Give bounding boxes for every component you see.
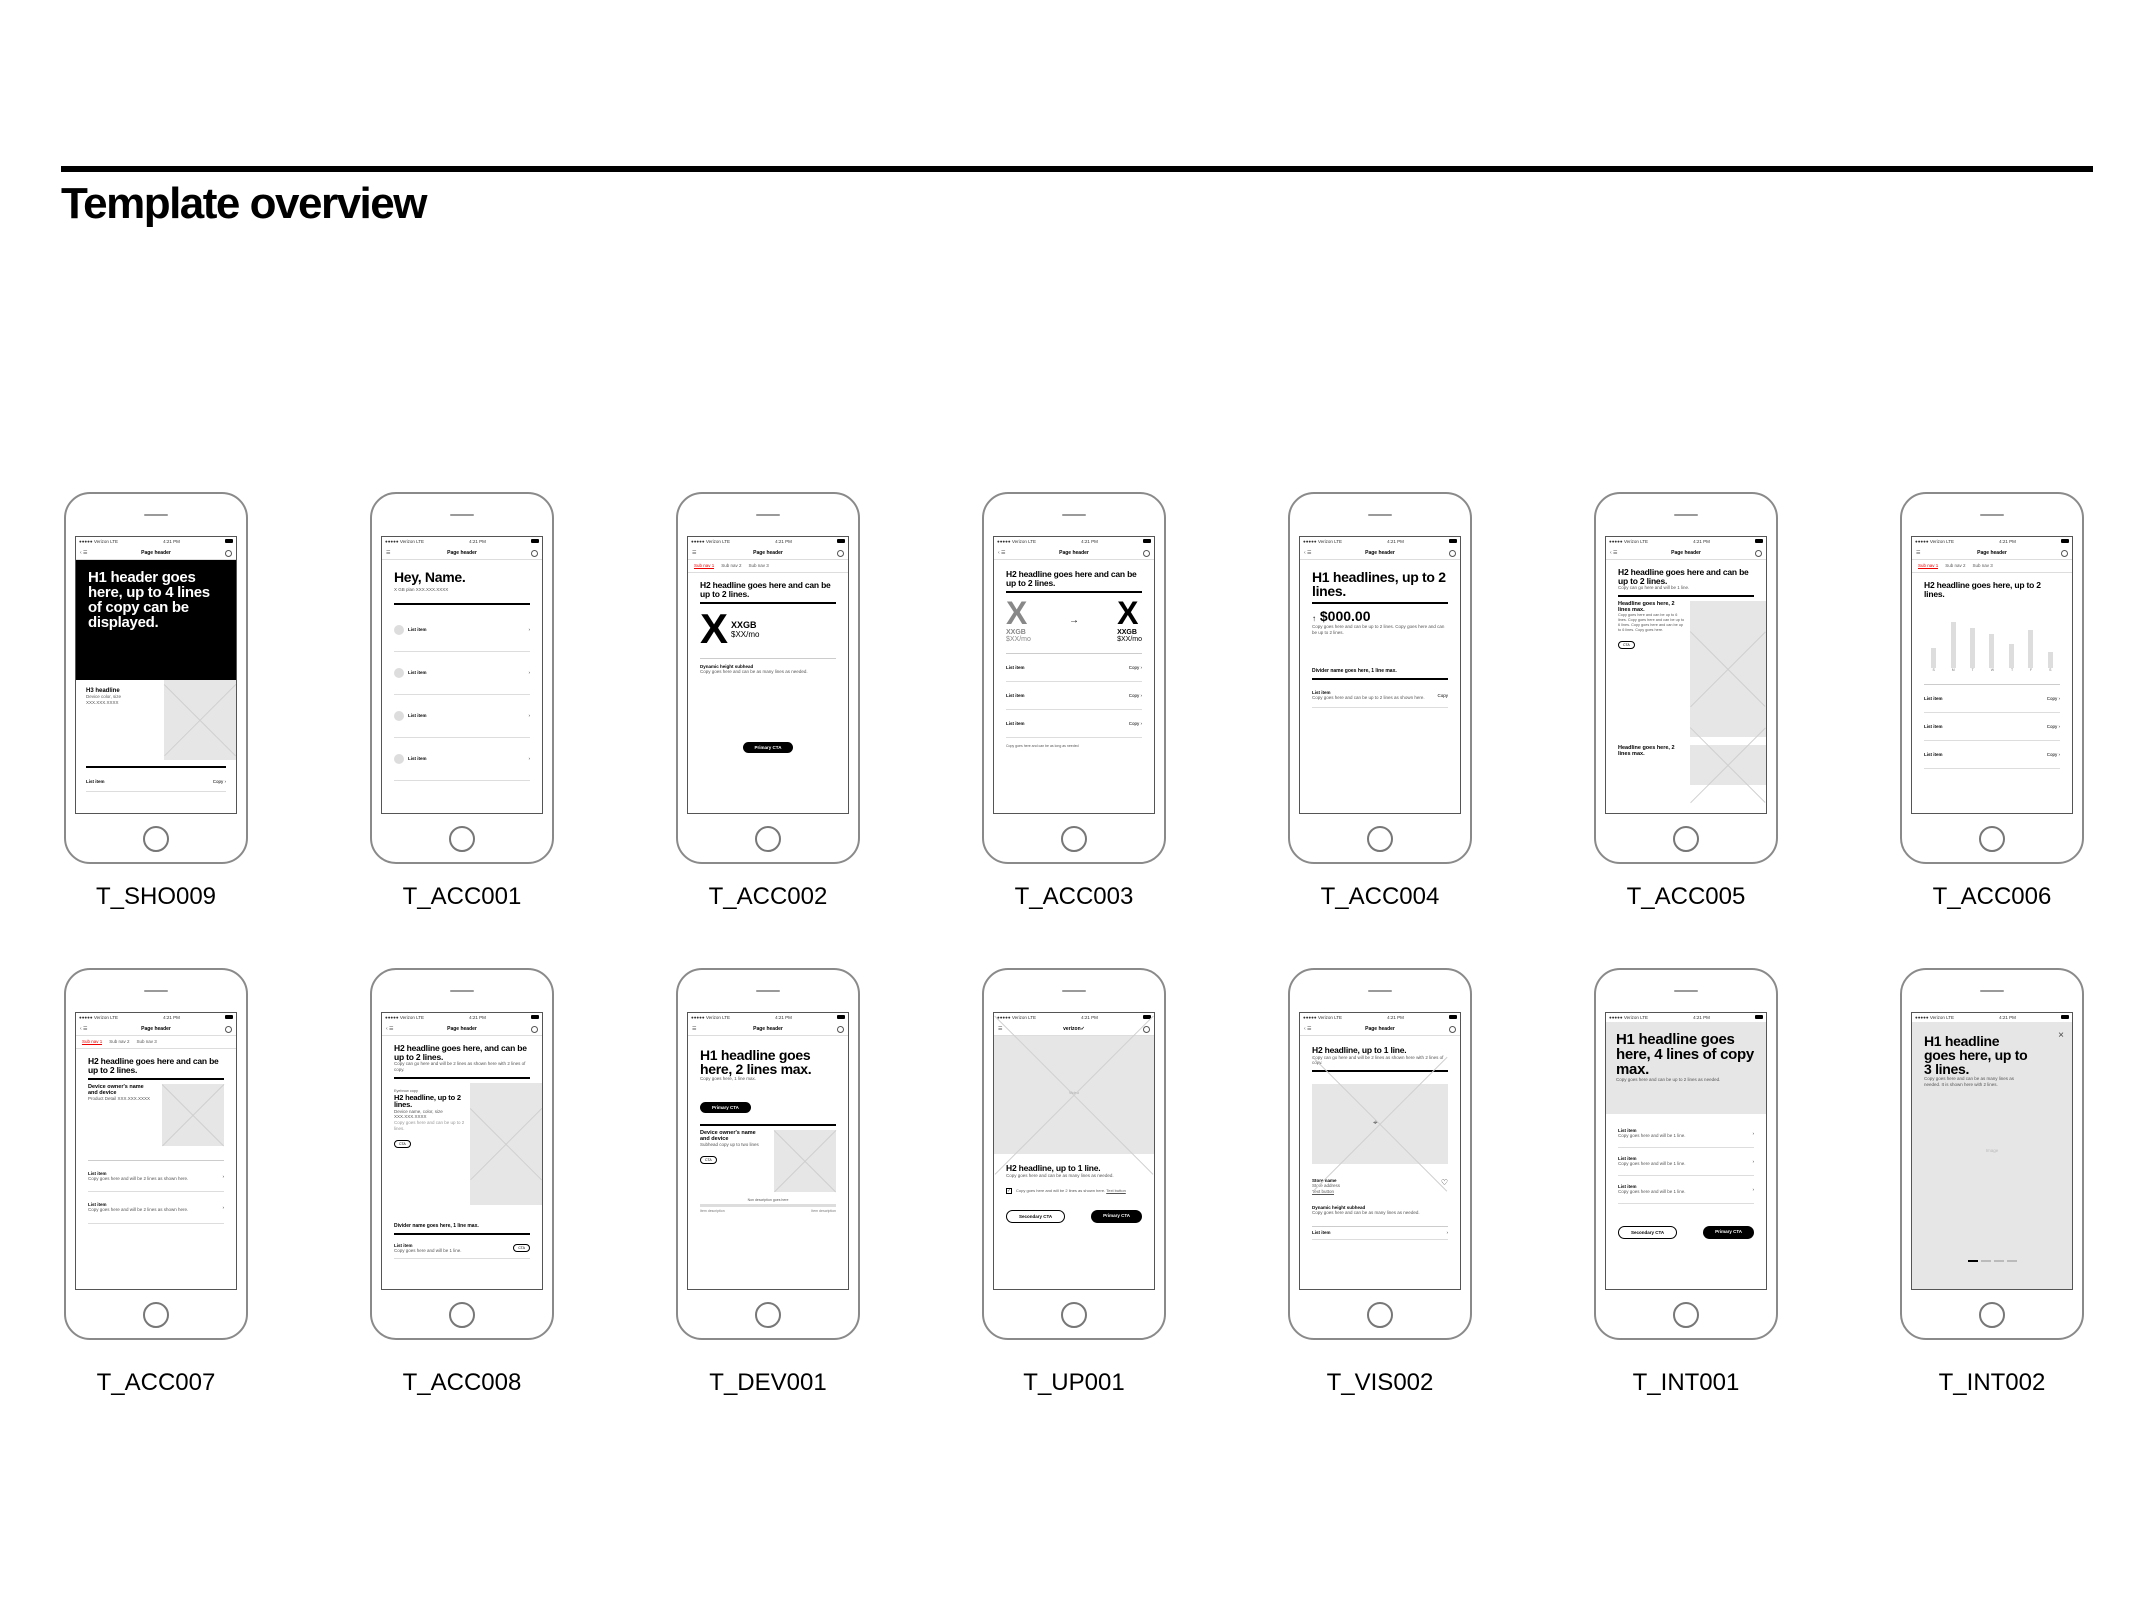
list-item[interactable]: List item › [394, 652, 530, 695]
greeting-headline: Hey, Name. [394, 569, 466, 585]
chart-bar [1989, 634, 1994, 668]
phone-speaker [1062, 990, 1086, 992]
page-indicator [1968, 1260, 1978, 1262]
balance-amount: ↑ $000.00 [1312, 608, 1371, 624]
home-button [1979, 826, 2005, 852]
store-info: Store name Store address Text button ♡ [1312, 1178, 1448, 1195]
content-card: Headline goes here, 2 lines max. Copy goes here and can be up to 6 lines. Copy goes here and can be up to 6 lines. Copy goes here and can be up to 6 lines. Copy goes here. CTA [1606, 601, 1766, 737]
divider [1312, 1070, 1448, 1072]
template-label: T_DEV001 [709, 1369, 827, 1396]
interstitial-copy: Copy goes here and can be as many lines as needed. It is shown here with 2 lines. [1924, 1076, 2015, 1087]
phone-speaker [144, 990, 168, 992]
phone-mockup [676, 968, 860, 1340]
home-button [1061, 826, 1087, 852]
avatar [394, 754, 404, 764]
status-bar: ●●●●● Verizon LTE 4:21 PM [994, 1013, 1154, 1022]
section-copy: Copy can go here and will be 2 lines as shown here with 2 lines of copy. [394, 1061, 526, 1072]
list-item[interactable]: List item › [1312, 1226, 1448, 1240]
page-header: ‹ ☰ Page header [76, 1022, 236, 1036]
phone-screen [993, 536, 1155, 814]
section-copy: Copy goes here and can be as many lines as needed. [1006, 1172, 1114, 1178]
checkbox-icon: ✓ [1007, 1188, 1012, 1195]
back-menu-icon: ‹ ☰ [386, 1026, 394, 1032]
phone-mockup [1900, 492, 2084, 864]
phone-speaker [1368, 514, 1392, 516]
plan-meta: X GB plan XXX.XXX.XXXX [394, 587, 449, 592]
phone-mockup [1594, 968, 1778, 1340]
menu-icon: ☰ [692, 550, 697, 556]
template-label: T_ACC006 [1932, 883, 2052, 910]
status-bar: ●●●●● Verizon LTE 4:21 PM [382, 537, 542, 546]
status-bar: ●●●●● Verizon LTE 4:21 PM [1606, 537, 1766, 546]
list-item[interactable]: List item Copy › [1924, 741, 2060, 769]
progress-legend: Item description Item description [700, 1209, 836, 1214]
page-headline: H1 headline goes here, 2 lines max. [700, 1047, 812, 1077]
phone-screen [1605, 1012, 1767, 1290]
page-header: ☰ Page header [688, 1022, 848, 1036]
section-headline: H2 headline goes here and can be up to 2 lines. [1006, 569, 1137, 588]
usage-bar-chart [1924, 606, 2060, 668]
battery-icon [1143, 539, 1151, 543]
phone-speaker [144, 514, 168, 516]
cta-button[interactable]: CTA [394, 1140, 411, 1148]
menu-icon: ☰ [1916, 550, 1921, 556]
primary-cta-button[interactable]: Primary CTA [743, 742, 794, 753]
phone-screen [75, 1012, 237, 1290]
list-item[interactable]: List item Copy goes here and will be 2 lines as shown here. › [88, 1192, 224, 1224]
phone-screen [1911, 1012, 2073, 1290]
status-bar: ●●●●● Verizon LTE 4:21 PM [1912, 537, 2072, 546]
page-copy: Copy goes here, 1 line max. [700, 1076, 757, 1081]
chart-bar [1931, 648, 1936, 668]
battery-icon [1449, 539, 1457, 543]
menu-icon: ☰ [386, 550, 391, 556]
text-button[interactable]: Text button [1106, 1188, 1126, 1194]
phone-speaker [1980, 514, 2004, 516]
arrow-up-icon: ↑ [1312, 614, 1316, 623]
list-item[interactable]: List item Copy goes here and will be 1 line. CTA [394, 1239, 530, 1259]
status-bar: ●●●●● Verizon LTE 4:21 PM [76, 537, 236, 546]
page-header [994, 1022, 1154, 1036]
tab-subnav-3[interactable]: Sub nav 3 [136, 1039, 157, 1044]
phone-screen [1299, 1012, 1461, 1290]
status-bar: ●●●●● Verizon LTE 4:21 PM [1606, 1013, 1766, 1022]
image-placeholder [774, 1130, 836, 1192]
template-label: T_ACC001 [402, 883, 522, 910]
hero-headline: H1 headline goes here, 4 lines of copy max. [1616, 1031, 1754, 1078]
list-item[interactable]: List item Copy › [1924, 685, 2060, 713]
tab-subnav-1[interactable]: Sub nav 1 [694, 563, 715, 568]
image-placeholder [162, 1084, 224, 1146]
device-card: Device owner's name and device Subhead copy up to two lines CTA [700, 1130, 836, 1192]
battery-icon [1755, 539, 1763, 543]
phone-mockup [370, 492, 554, 864]
battery-icon [225, 539, 233, 543]
page-header: ☰ Page header [382, 546, 542, 560]
phone-speaker [1062, 514, 1086, 516]
home-button [143, 826, 169, 852]
hero-copy: Copy goes here and can be up to 2 lines as needed. [1616, 1077, 1721, 1082]
divider [700, 1124, 836, 1126]
home-button [1061, 1302, 1087, 1328]
help-icon [531, 1026, 538, 1033]
phone-mockup [1594, 492, 1778, 864]
help-icon [1755, 550, 1762, 557]
divider-name: Divider name goes here, 1 line max. [1312, 667, 1397, 674]
template-label: T_SHO009 [95, 883, 217, 910]
progress-label: Non description goes here [747, 1197, 789, 1202]
tab-subnav-2[interactable]: Sub nav 2 [1945, 563, 1966, 568]
phone-mockup [64, 492, 248, 864]
help-icon [1143, 1026, 1150, 1033]
divider-name: Divider name goes here, 1 line max. [394, 1222, 479, 1229]
list-item[interactable]: List item Copy goes here and will be 2 lines as shown here. › [88, 1161, 224, 1193]
chart-bar [1970, 628, 1975, 668]
status-bar: ●●●●● Verizon LTE 4:21 PM [1300, 537, 1460, 546]
phone-mockup [1288, 492, 1472, 864]
back-menu-icon: ‹ ☰ [998, 550, 1006, 556]
device-card [76, 680, 236, 760]
phone-screen [687, 536, 849, 814]
list-item[interactable]: List item › [394, 609, 530, 652]
page-header: ☰ Page header [1912, 546, 2072, 560]
template-label: T_ACC003 [1014, 883, 1134, 910]
divider [394, 603, 530, 605]
template-label: T_ACC002 [708, 883, 828, 910]
tab-subnav-3[interactable]: Sub nav 3 [1972, 563, 1993, 568]
page-indicator [2007, 1260, 2017, 1262]
battery-icon [837, 539, 845, 543]
help-icon [837, 550, 844, 557]
balance-copy: Copy goes here and can be up to 2 lines. Copy goes here and can be up to 2 lines. [1312, 624, 1445, 635]
close-icon[interactable]: × [2058, 1030, 2064, 1041]
subhead-copy: Copy goes here and can be as many lines as needed. [700, 668, 808, 674]
help-icon [225, 1026, 232, 1033]
footer-copy: Copy goes here and can be as long as needed [1006, 743, 1079, 748]
image-placeholder [164, 680, 236, 760]
status-bar: ●●●●● Verizon LTE 4:21 PM [688, 1013, 848, 1022]
divider [700, 602, 836, 604]
list-item[interactable]: List item Copy › [1924, 713, 2060, 741]
list-item[interactable]: List item › [394, 695, 530, 738]
back-menu-icon: ‹ ☰ [80, 1026, 88, 1032]
list-item[interactable]: List item Copy goes here and can be up to 2 lines as shown here. Copy [1312, 684, 1448, 708]
device-card: Eyebrow copy H2 headline, up to 2 lines. Device name, color, size XXX.XXX.XXXX Copy goes here and can be up to 2 lines. CTA [382, 1083, 542, 1205]
home-button [449, 826, 475, 852]
back-menu-icon: ‹ ☰ [80, 550, 88, 556]
template-label: T_ACC005 [1626, 883, 1746, 910]
divider [700, 658, 836, 659]
subhead: Dynamic height subhead [1312, 1204, 1366, 1210]
plan-compare: X XXGB $XX/mo → X XXGB $XX/mo [1006, 595, 1142, 643]
phone-mockup [1288, 968, 1472, 1340]
phone-speaker [450, 990, 474, 992]
help-icon [2061, 550, 2068, 557]
help-icon [225, 550, 232, 557]
status-bar: ●●●●● Verizon LTE 4:21 PM [1912, 1013, 2072, 1022]
map-placeholder [1312, 1084, 1448, 1164]
section-copy: Copy can go here and will be 1 line. [1618, 585, 1690, 590]
divider [88, 1078, 224, 1080]
image-placeholder [1690, 601, 1766, 737]
phone-screen [1605, 536, 1767, 814]
chart-day-labels: S M T W T F S [1932, 668, 2052, 672]
section-headline: H2 headline, up to 1 line. [1006, 1163, 1101, 1173]
divider [394, 1077, 530, 1079]
card-meta: Device color, size XXX.XXX.XXXX [86, 694, 122, 705]
primary-cta-button[interactable]: Primary CTA [700, 1102, 751, 1113]
status-bar: ●●●●● Verizon LTE 4:21 PM [994, 537, 1154, 546]
status-bar: ●●●●● Verizon LTE 4:21 PM [382, 1013, 542, 1022]
chart-bar [1951, 622, 1956, 668]
image-placeholder [1690, 745, 1766, 785]
progress-bar [700, 1204, 836, 1207]
template-label: T_INT001 [1632, 1369, 1740, 1396]
cta-button[interactable]: CTA [700, 1156, 717, 1164]
home-button [1367, 826, 1393, 852]
tab-subnav-3[interactable]: Sub nav 3 [748, 563, 769, 568]
secondary-cta-button[interactable]: Secondary CTA [1006, 1210, 1065, 1223]
phone-screen [1299, 536, 1461, 814]
home-button [755, 826, 781, 852]
chart-bar [2009, 644, 2014, 668]
verizon-logo: verizon✓ [1063, 1026, 1085, 1032]
phone-mockup [64, 968, 248, 1340]
list-item[interactable]: List item Copy goes here and will be 1 line. › [1618, 1120, 1754, 1148]
sub-nav [1912, 560, 2072, 573]
status-bar: ●●●●● Verizon LTE 4:21 PM [688, 537, 848, 546]
tab-subnav-1[interactable]: Sub nav 1 [1918, 563, 1939, 568]
divider [1312, 602, 1448, 604]
sub-nav [76, 1036, 236, 1049]
divider [1618, 595, 1754, 597]
help-icon [1449, 1026, 1456, 1033]
sub-nav [688, 560, 848, 573]
tab-subnav-1[interactable]: Sub nav 1 [82, 1039, 103, 1044]
template-label: T_VIS002 [1326, 1369, 1434, 1396]
home-button [449, 1302, 475, 1328]
phone-mockup [1900, 968, 2084, 1340]
list-item[interactable]: List item Copy › [1006, 710, 1142, 738]
page-indicator [1994, 1260, 2004, 1262]
image-placeholder [470, 1083, 542, 1205]
primary-cta-button[interactable]: Primary CTA [1091, 1210, 1142, 1223]
page-header: ‹ ☰ Page header [382, 1022, 542, 1036]
list-item[interactable]: List item Copy goes here and will be 1 line. › [1618, 1176, 1754, 1204]
phone-screen [75, 536, 237, 814]
home-button [1673, 1302, 1699, 1328]
battery-icon [531, 539, 539, 543]
section-headline: H2 headline goes here, up to 2 lines. [1924, 580, 2041, 599]
content-card: Headline goes here, 2 lines max. [1606, 745, 1766, 785]
page-title: Template overview [61, 179, 426, 228]
text-button[interactable]: Text button [1312, 1189, 1335, 1195]
image-placeholder: Image [1985, 1147, 1999, 1153]
device-card: Device owner's name and device Product Detail XXX.XXX.XXXX [88, 1084, 224, 1146]
arrow-right-icon: → [1069, 614, 1079, 626]
phone-speaker [1674, 514, 1698, 516]
page-header: ‹ ☰ Page header [994, 546, 1154, 560]
battery-icon [2061, 539, 2069, 543]
back-menu-icon: ‹ ☰ [1610, 550, 1618, 556]
template-label: T_ACC007 [96, 1369, 216, 1396]
battery-icon [1449, 1015, 1457, 1019]
section-headline: H2 headline, up to 1 line. [1312, 1045, 1407, 1055]
tab-subnav-2[interactable]: Sub nav 2 [109, 1039, 130, 1044]
menu-icon: ☰ [998, 1026, 1003, 1032]
battery-icon [1755, 1015, 1763, 1019]
phone-screen [381, 1012, 543, 1290]
cta-button[interactable]: CTA [1618, 641, 1635, 649]
battery-icon [531, 1015, 539, 1019]
section-headline: H2 headline goes here and can be up to 2 lines. [700, 580, 831, 599]
home-button [1367, 1302, 1393, 1328]
hero-block [1606, 1022, 1766, 1114]
battery-icon [225, 1015, 233, 1019]
phone-mockup [982, 492, 1166, 864]
battery-icon [2061, 1015, 2069, 1019]
page-headline: H1 headlines, up to 2 lines. [1312, 569, 1446, 599]
subhead: Dynamic height subhead [700, 663, 754, 669]
help-icon [1143, 550, 1150, 557]
list-item[interactable]: List item Copy goes here and will be 1 line. › [1618, 1148, 1754, 1176]
phone-speaker [450, 514, 474, 516]
home-button [1673, 826, 1699, 852]
section-headline: H2 headline goes here and can be up to 2 lines. [1618, 567, 1749, 586]
divider [1006, 591, 1142, 593]
back-menu-icon: ‹ ☰ [1304, 550, 1312, 556]
interstitial-headline: H1 headline goes here, up to 3 lines. [1924, 1033, 2028, 1077]
phone-speaker [756, 990, 780, 992]
phone-speaker [1368, 990, 1392, 992]
subhead-copy: Copy goes here and can be as many lines as needed. [1312, 1209, 1420, 1215]
home-button [143, 1302, 169, 1328]
data-usage: X XXGB $XX/mo [700, 605, 760, 652]
section-copy: Copy can go here and will be 2 lines as shown here with 2 lines of copy. [1312, 1054, 1444, 1066]
template-label: T_INT002 [1938, 1369, 2046, 1396]
interstitial-content [1912, 1022, 2072, 1274]
back-menu-icon: ‹ ☰ [1304, 1026, 1312, 1032]
battery-icon [837, 1015, 845, 1019]
section-headline: H2 headline goes here and can be up to 2 lines. [88, 1056, 219, 1075]
phone-speaker [1980, 990, 2004, 992]
primary-cta-button[interactable]: Primary CTA [1703, 1226, 1754, 1239]
page-header: ‹ ☰ Page header [1606, 546, 1766, 560]
tab-subnav-2[interactable]: Sub nav 2 [721, 563, 742, 568]
avatar [394, 711, 404, 721]
phone-screen [687, 1012, 849, 1290]
divider [1312, 678, 1448, 680]
list-item[interactable]: List item Copy › [1006, 682, 1142, 710]
cta-button[interactable]: CTA [513, 1244, 530, 1252]
phone-mockup [370, 968, 554, 1340]
phone-screen [381, 536, 543, 814]
hero-block [76, 560, 236, 680]
template-label: T_ACC008 [402, 1369, 522, 1396]
phone-mockup [982, 968, 1166, 1340]
home-button [755, 1302, 781, 1328]
phone-speaker [756, 514, 780, 516]
video-placeholder: Video [994, 1036, 1154, 1154]
phone-screen [993, 1012, 1155, 1290]
map-pin-icon: ⌖ [1373, 1118, 1378, 1128]
section-headline: H2 headline goes here, and can be up to 2 lines. [394, 1043, 527, 1062]
pagination-dots [1924, 1260, 2060, 1262]
phone-mockup [676, 492, 860, 864]
list-item[interactable]: List item › [394, 738, 530, 781]
status-bar: ●●●●● Verizon LTE 4:21 PM [1300, 1013, 1460, 1022]
template-label: T_UP001 [1023, 1369, 1125, 1396]
hero-headline: H1 header goes here, up to 4 lines of copy can be displayed. [88, 569, 210, 631]
title-rule [61, 166, 2093, 172]
help-icon [1449, 550, 1456, 557]
heart-icon[interactable]: ♡ [1440, 1178, 1448, 1188]
chart-bar [2028, 630, 2033, 668]
template-label: T_ACC004 [1320, 883, 1440, 910]
phone-screen [1911, 536, 2073, 814]
secondary-cta-button[interactable]: Secondary CTA [1618, 1226, 1677, 1239]
page-header: ‹ ☰ Page header [1300, 546, 1460, 560]
page-indicator [1981, 1260, 1991, 1262]
list-item[interactable]: List item Copy › [1006, 654, 1142, 682]
divider [394, 1233, 530, 1235]
divider [86, 766, 226, 768]
home-button [1979, 1302, 2005, 1328]
status-bar: ●●●●● Verizon LTE 4:21 PM [76, 1013, 236, 1022]
page-header: ☰ Page header [688, 546, 848, 560]
list-item[interactable]: List item Copy › [86, 772, 226, 792]
consent-checkbox[interactable]: ✓ Copy goes here and will be 2 lines as shown here. Text button [1007, 1188, 1126, 1195]
help-icon [837, 1026, 844, 1033]
avatar [394, 668, 404, 678]
phone-speaker [1674, 990, 1698, 992]
help-icon [531, 550, 538, 557]
card-headline: H3 headline [86, 688, 120, 694]
page-header: ‹ ☰ Page header [1300, 1022, 1460, 1036]
chart-bar [2048, 652, 2053, 668]
menu-icon: ☰ [692, 1026, 697, 1032]
page-header: ‹ ☰ Page header [76, 546, 236, 560]
avatar [394, 625, 404, 635]
